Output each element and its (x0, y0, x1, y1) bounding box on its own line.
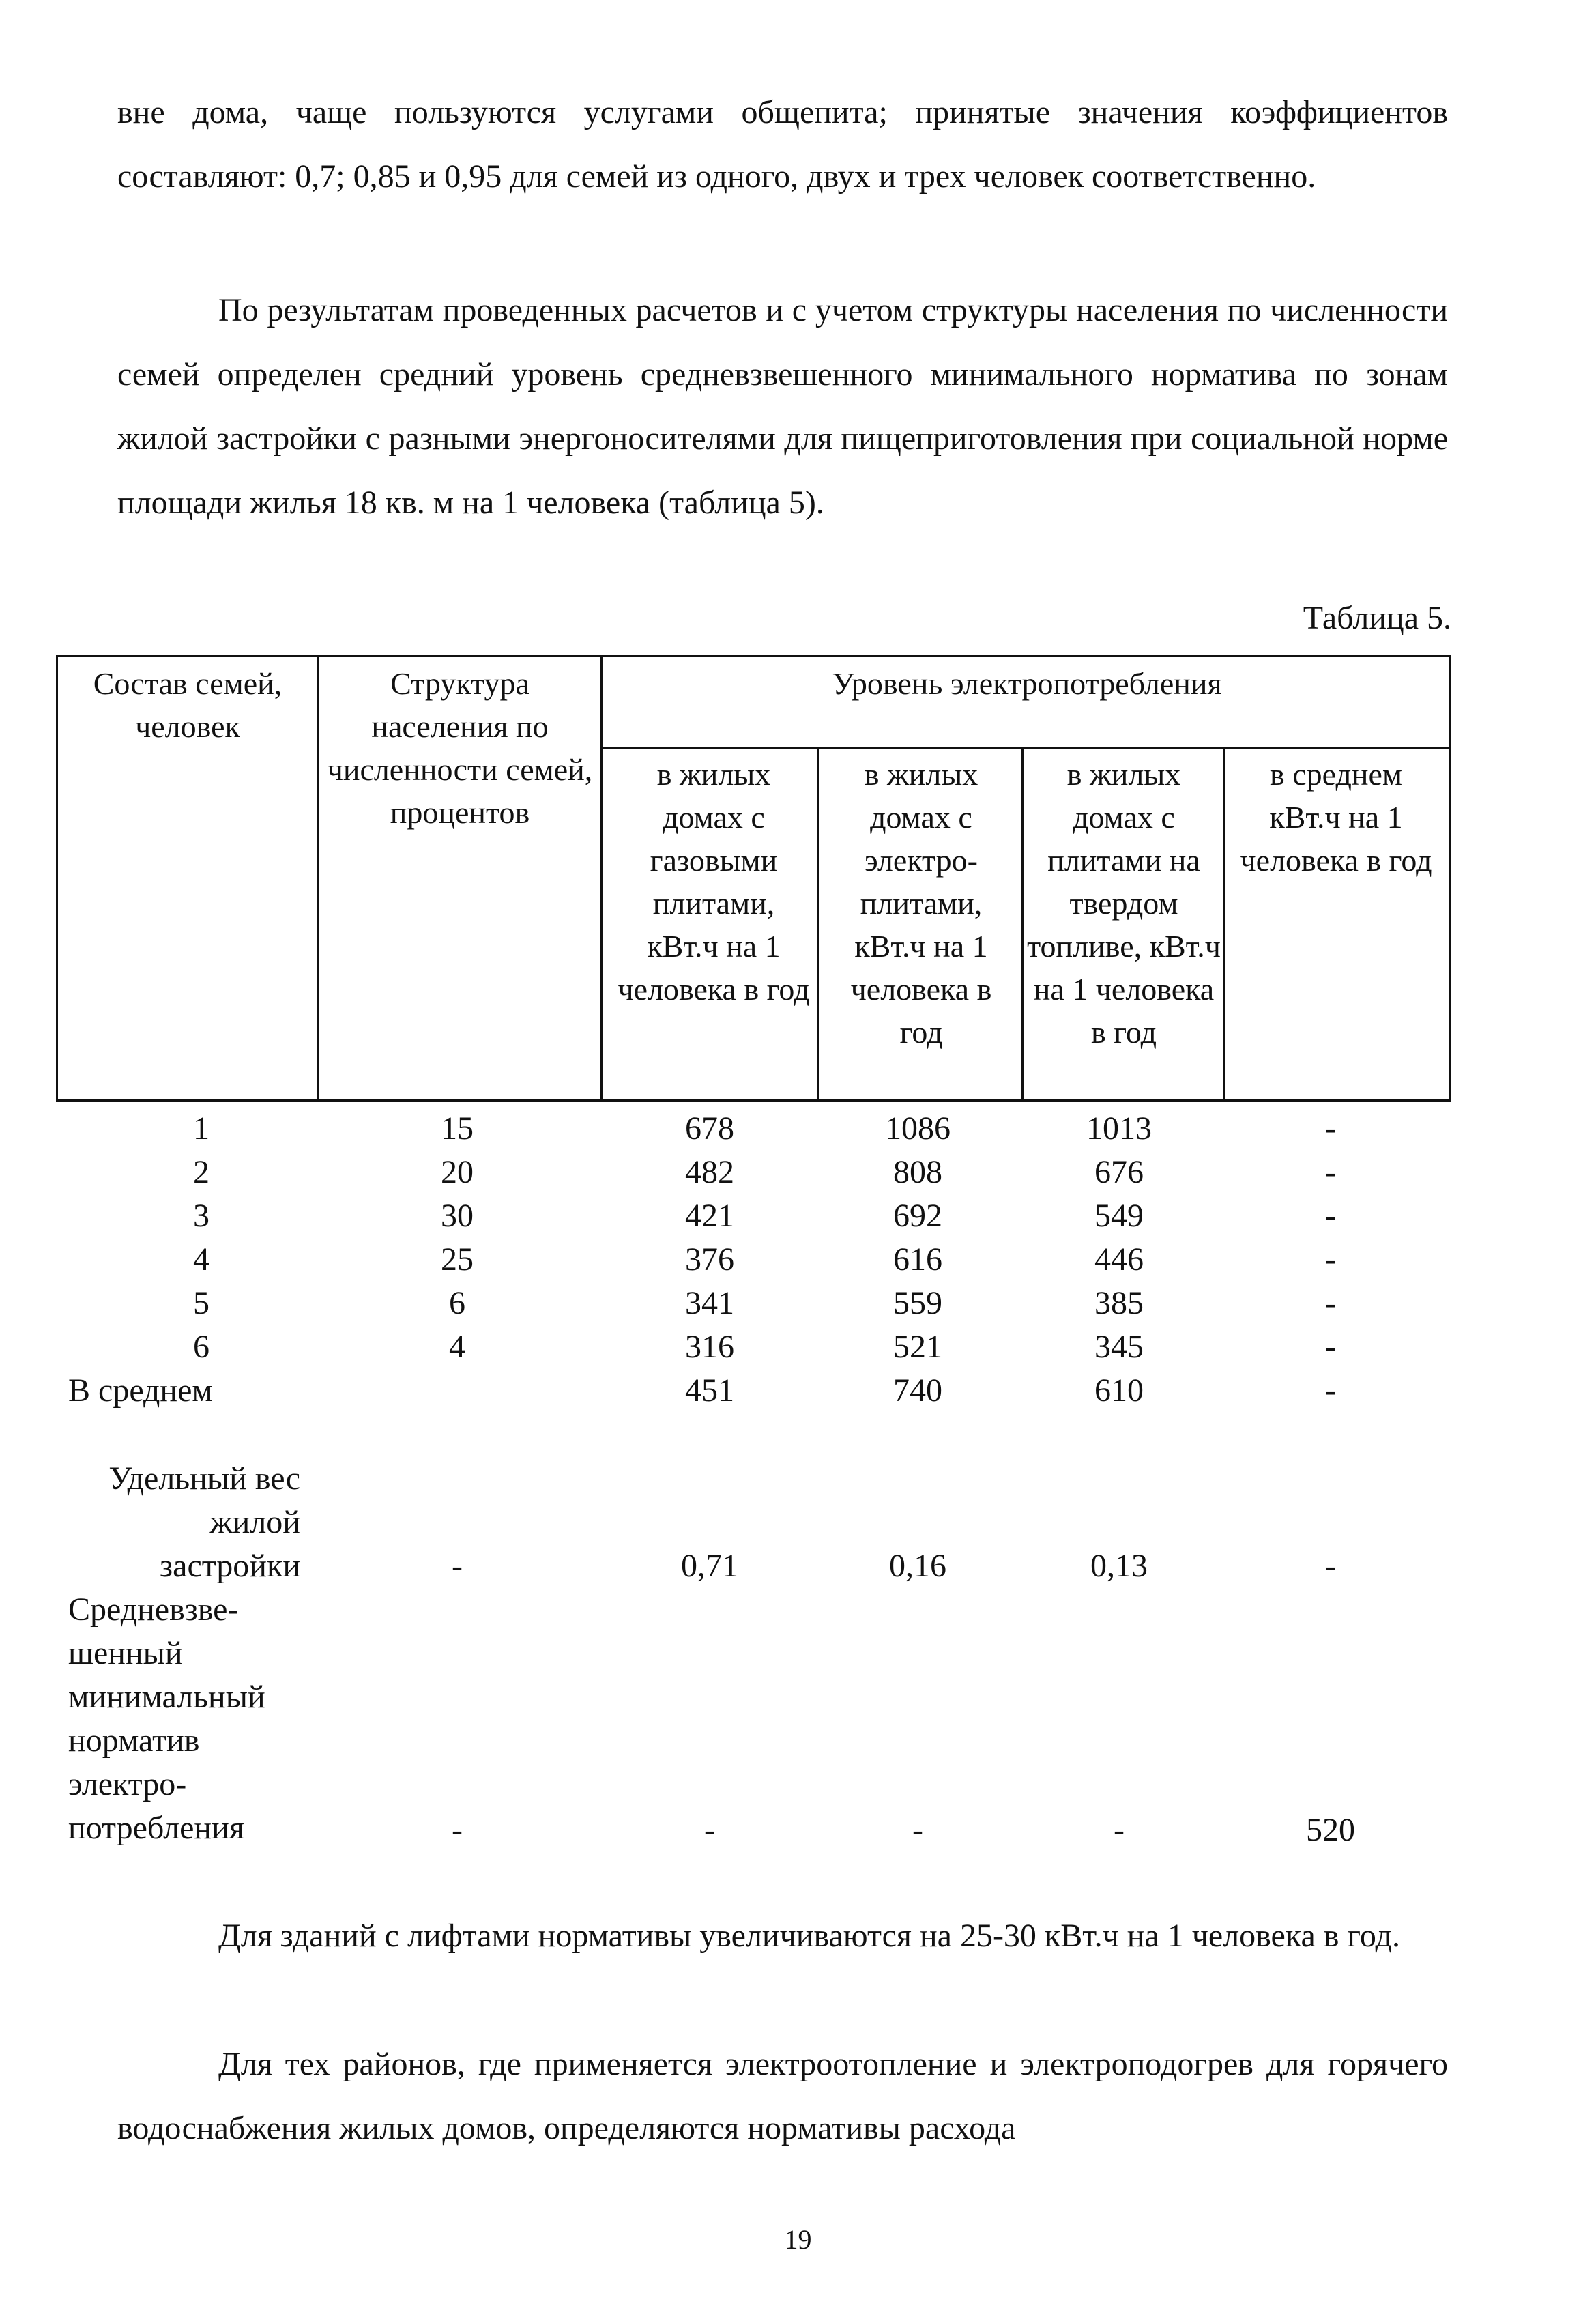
cell-structure: 6 (449, 1285, 465, 1321)
table-divider (600, 747, 1451, 749)
cell-gas: 0,71 (681, 1548, 738, 1584)
cell-solid: - (1114, 1812, 1125, 1848)
cell-solid: 446 (1094, 1241, 1144, 1278)
cell-electric: 692 (893, 1198, 942, 1234)
cell-electric: - (912, 1812, 923, 1848)
row-label: Средневзве- шенный минимальный норматив электро- потребления (68, 1591, 265, 1846)
cell-electric: 0,16 (889, 1548, 946, 1584)
cell-solid: 549 (1094, 1198, 1144, 1234)
cell-solid: 1013 (1086, 1110, 1152, 1146)
cell-electric: 559 (893, 1285, 942, 1321)
table-caption: Таблица 5. (1303, 600, 1451, 636)
cell-family: 1 (193, 1110, 209, 1146)
cell-electric: 808 (893, 1154, 942, 1190)
row-label: Удельный вес жилой застройки (108, 1460, 300, 1584)
cell-structure: 15 (441, 1110, 474, 1146)
cell-solid: 610 (1094, 1372, 1144, 1409)
cell-structure: 30 (441, 1198, 474, 1234)
cell-average: - (1325, 1372, 1336, 1409)
cell-average: - (1325, 1285, 1336, 1321)
paragraph-results: По результатам проведенных расчетов и с учетом структуры населения по численности семей определен средний уровень средневзвешенного минимального норматива по зонам жилой застройки с разными энергоносителями для пищеприготовления при социальной норме площади жилья 18 кв. м на 1 человека (таблица 5). (117, 292, 1448, 521)
header-solid-fuel: в жилых домах с плитами на твердом топливе, кВт.ч на 1 человека в год (1027, 757, 1221, 1050)
cell-average: - (1325, 1241, 1336, 1278)
paragraph-intro-continuation: вне дома, чаще пользуются услугами общепита; принятые значения коэффициентов составляют: 0,7; 0,85 и 0,95 для семей из одного, двух и трех человек соответственно. (117, 94, 1448, 194)
page-number: 19 (784, 2224, 812, 2255)
cell-structure: 25 (441, 1241, 474, 1278)
header-average: в среднем кВт.ч на 1 человека в год (1240, 757, 1432, 878)
cell-average: - (1325, 1110, 1336, 1146)
table-divider (817, 747, 819, 1102)
cell-structure: 4 (449, 1329, 465, 1365)
cell-gas: 421 (685, 1198, 734, 1234)
paragraph-electric-heating: Для тех районов, где применяется электроотопление и электроподогрев для горячего водоснабжения жилых домов, определяются нормативы расхода (117, 2046, 1448, 2146)
cell-electric: 1086 (885, 1110, 951, 1146)
cell-electric: 521 (893, 1329, 942, 1365)
cell-average: 520 (1306, 1812, 1355, 1848)
header-electric: в жилых домах с электро- плитами, кВт.ч на 1 человека в год (850, 757, 992, 1050)
cell-average: - (1325, 1198, 1336, 1234)
header-structure: Структура населения по численности семей, процентов (327, 666, 593, 830)
cell-solid: 676 (1094, 1154, 1144, 1190)
cell-gas: - (704, 1812, 715, 1848)
row-label: В среднем (68, 1372, 213, 1409)
header-family: Состав семей, человек (93, 666, 282, 744)
table-divider (1021, 747, 1024, 1102)
header-gas: в жилых домах с газовыми плитами, кВт.ч на 1 человека в год (618, 757, 810, 1007)
cell-structure: - (452, 1548, 463, 1584)
cell-gas: 482 (685, 1154, 734, 1190)
table-divider (1223, 747, 1225, 1102)
cell-family: 2 (193, 1154, 209, 1190)
cell-family: 3 (193, 1198, 209, 1234)
cell-family: 5 (193, 1285, 209, 1321)
table-divider (600, 655, 603, 1102)
cell-solid: 385 (1094, 1285, 1144, 1321)
cell-average: - (1325, 1548, 1336, 1584)
cell-family: 4 (193, 1241, 209, 1278)
cell-gas: 678 (685, 1110, 734, 1146)
header-consumption-group: Уровень электропотребления (832, 666, 1222, 701)
cell-gas: 316 (685, 1329, 734, 1365)
cell-family: 6 (193, 1329, 209, 1365)
cell-average: - (1325, 1329, 1336, 1365)
cell-electric: 616 (893, 1241, 942, 1278)
cell-gas: 451 (685, 1372, 734, 1409)
cell-average: - (1325, 1154, 1336, 1190)
paragraph-elevators: Для зданий с лифтами нормативы увеличиваются на 25-30 кВт.ч на 1 человека в год. (218, 1918, 1400, 1954)
cell-solid: 0,13 (1090, 1548, 1148, 1584)
cell-gas: 341 (685, 1285, 734, 1321)
cell-solid: 345 (1094, 1329, 1144, 1365)
cell-gas: 376 (685, 1241, 734, 1278)
cell-electric: 740 (893, 1372, 942, 1409)
cell-structure: 20 (441, 1154, 474, 1190)
cell-structure: - (452, 1812, 463, 1848)
